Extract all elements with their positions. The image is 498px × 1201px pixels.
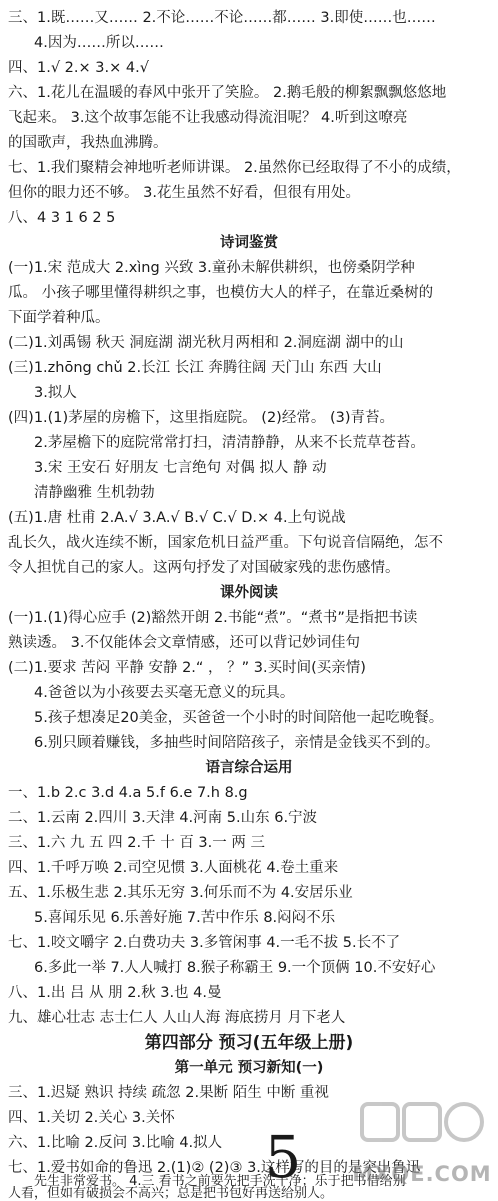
text-line: 人看，但如有破损会不高兴；总是把书包好再送给别人。 xyxy=(8,1186,334,1201)
text-line: 瓜。 小孩子哪里懂得耕织之事，也模仿大人的样子，在靠近桑树的 xyxy=(8,285,434,301)
text-line: 四、1.√ 2.× 3.× 4.√ xyxy=(8,60,149,76)
text-line: 3.宋 王安石 好朋友 七言绝句 对偶 拟人 静 动 xyxy=(34,460,327,476)
section-title: 诗词鉴赏 xyxy=(220,235,278,251)
text-line: 八、1.出 吕 从 朋 2.秋 3.也 4.曼 xyxy=(8,985,222,1001)
text-line: 七、1.咬文嚼字 2.白费功夫 3.多管闲事 4.一毛不拔 5.长不了 xyxy=(8,935,401,951)
unit-title: 第一单元 预习新知(一) xyxy=(174,1060,324,1076)
section-title: 课外阅读 xyxy=(220,585,278,601)
text-line: 清静幽雅 生机勃勃 xyxy=(34,485,155,501)
stamp-icon xyxy=(402,1102,442,1142)
text-line: (二)1.要求 苦闷 平静 安静 2.“ ， ？” 3.买时间(买亲情) xyxy=(8,660,366,676)
text-line: 四、1.关切 2.关心 3.关怀 xyxy=(8,1110,175,1126)
text-line: 乱长久，战火连续不断，国家危机日益严重。下句说音信隔绝，怎不 xyxy=(8,535,443,551)
text-line: 6.多此一举 7.人人喊打 8.猴子称霸王 9.一个顶俩 10.不安好心 xyxy=(34,960,436,976)
text-line: 九、雄心壮志 志士仁人 人山人海 海底捞月 月下老人 xyxy=(8,1010,346,1026)
text-line: 4.爸爸以为小孩要去买毫无意义的玩具。 xyxy=(34,685,295,701)
text-line: (四)1.(1)茅屋的房檐下，这里指庭院。 (2)经常。 (3)青苔。 xyxy=(8,410,394,426)
text-line: 五、1.乐极生悲 2.其乐无穷 3.何乐而不为 4.安居乐业 xyxy=(8,885,353,901)
text-line: 的国歌声，我热血沸腾。 xyxy=(8,135,168,151)
text-line: 但你的眼力还不够。 3.花生虽然不好看，但很有用处。 xyxy=(8,185,360,201)
text-line: 飞起来。 3.这个故事怎能不让我感动得流泪呢？ 4.听到这嘹亮 xyxy=(8,110,408,126)
text-line: (一)1.(1)得心应手 (2)豁然开朗 2.书能“煮”。“煮书”是指把书读 xyxy=(8,610,418,626)
text-line: (三)1.zhōng chǔ 2.长江 长江 奔腾往阔 天门山 东西 大山 xyxy=(8,360,382,376)
page-number: 5 xyxy=(264,1123,302,1191)
text-line: 2.茅屋檐下的庭院常常打扫，清清静静，从来不长荒草苍苔。 xyxy=(34,435,425,451)
text-line: 二、1.云南 2.四川 3.天津 4.河南 5.山东 6.宁波 xyxy=(8,810,318,826)
text-line: 七、1.我们聚精会神地听老师讲课。 2.虽然你已经取得了不小的成绩， xyxy=(8,160,461,176)
stamp-icon xyxy=(360,1102,400,1142)
part-title: 第四部分 预习(五年级上册) xyxy=(144,1033,354,1053)
text-line: 六、1.比喻 2.反问 3.比喻 4.拟人 xyxy=(8,1135,223,1151)
text-line: 5.孩子想凑足20美金，买爸爸一个小时的时间陪他一起吃晚餐。 xyxy=(34,710,444,726)
text-line: 令人担忧自己的家人。这两句抒发了对国破家残的悲伤感情。 xyxy=(8,560,400,576)
text-line: 一、1.b 2.c 3.d 4.a 5.f 6.e 7.h 8.g xyxy=(8,785,248,801)
text-line: 4.因为……所以…… xyxy=(34,35,164,51)
text-line: 八、4 3 1 6 2 5 xyxy=(8,210,116,226)
text-line: (二)1.刘禹锡 秋天 洞庭湖 湖光秋月两相和 2.洞庭湖 湖中的山 xyxy=(8,335,404,351)
text-line: 七、1.爱书如命的鲁迅 2.(1)② (2)③ 3.这样写的目的是突出鲁迅 xyxy=(8,1160,421,1176)
text-line: 3.拟人 xyxy=(34,385,77,401)
section-title: 语言综合运用 xyxy=(205,760,293,776)
text-line: (一)1.宋 范成大 2.xìng 兴致 3.童孙未解供耕织，也傍桑阴学种 xyxy=(8,260,415,276)
text-line: (五)1.唐 杜甫 2.A.√ 3.A.√ B.√ C.√ D.× 4.上句说战 xyxy=(8,510,346,526)
text-line: 四、1.千呼万唤 2.司空见惯 3.人面桃花 4.卷土重来 xyxy=(8,860,339,876)
text-line: 先生非常爱书。 4.三 看书之前要先把手洗干净；乐于把书借给别 xyxy=(34,1174,406,1189)
watermark-text: MXQE.COM xyxy=(352,1162,492,1186)
text-line: 三、1.既……又…… 2.不论……不论……都…… 3.即使……也…… xyxy=(8,10,436,26)
text-line: 熟读透。 3.不仅能体会文章情感，还可以背记妙词佳句 xyxy=(8,635,360,651)
text-line: 5.喜闻乐见 6.乐善好施 7.苦中作乐 8.闷闷不乐 xyxy=(34,910,336,926)
text-line: 6.别只顾着赚钱，多抽些时间陪陪孩子，亲情是金钱买不到的。 xyxy=(34,735,440,751)
text-line: 六、1.花儿在温暖的春风中张开了笑脸。 2.鹅毛般的柳絮飘飘悠悠地 xyxy=(8,85,447,101)
watermark-logo xyxy=(352,1098,492,1196)
stamp-icon xyxy=(444,1102,484,1142)
text-line: 三、1.迟疑 熟识 持续 疏忽 2.果断 陌生 中断 重视 xyxy=(8,1085,329,1101)
text-line: 下面学着种瓜。 xyxy=(8,310,110,326)
text-line: 三、1.六 九 五 四 2.千 十 百 3.一 两 三 xyxy=(8,835,265,851)
